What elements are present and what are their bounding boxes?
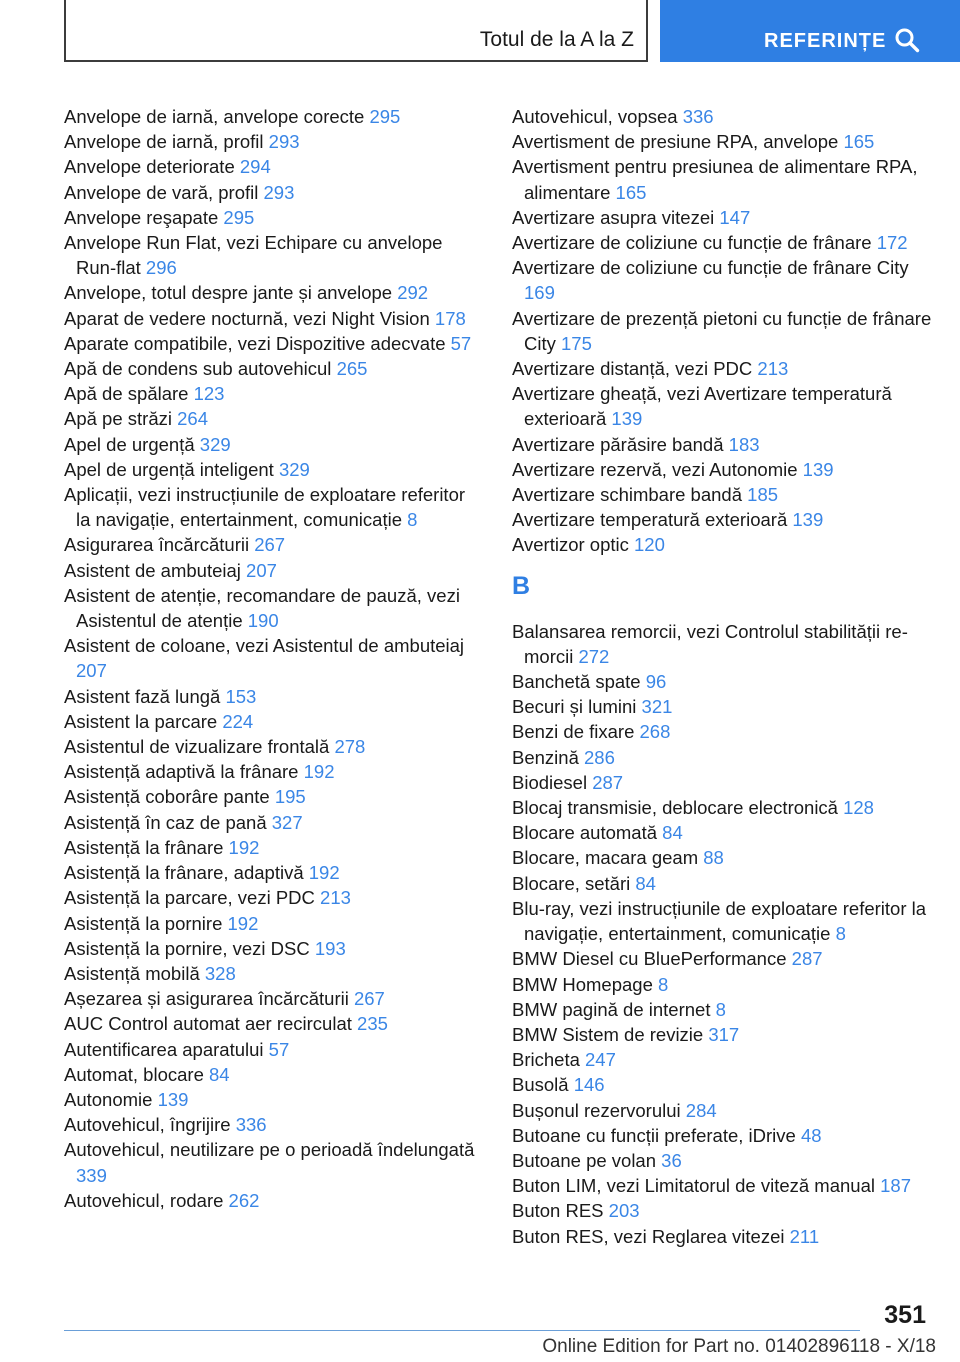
- page-link[interactable]: 8: [658, 973, 669, 995]
- page-link[interactable]: 165: [843, 131, 875, 153]
- index-entry: [512, 1098, 932, 1123]
- index-entry-text: Autovehicul, îngrijire: [64, 1114, 231, 1136]
- index-entry: [512, 1047, 932, 1072]
- index-entry: [512, 694, 932, 719]
- index-entry-text: Asistent de coloane, vezi Asistentul de ambuteiaj: [64, 635, 465, 657]
- page-link[interactable]: 192: [308, 862, 340, 884]
- index-entry: [64, 1137, 482, 1187]
- index-entry-text: Buton RES, vezi Reglarea vitezei: [512, 1225, 785, 1247]
- page-link[interactable]: 84: [209, 1063, 230, 1085]
- index-entry: [512, 997, 932, 1022]
- index-entry: [512, 1148, 932, 1173]
- page-link[interactable]: 339: [76, 1164, 107, 1186]
- index-entry: [512, 205, 932, 230]
- page-link[interactable]: 213: [320, 887, 351, 909]
- page-link[interactable]: 139: [157, 1088, 189, 1110]
- index-entry: [64, 230, 482, 280]
- index-entry-text: Autentificarea aparatului: [64, 1038, 264, 1060]
- index-entry: [512, 845, 932, 870]
- index-entry-text: Avertizare părăsire bandă: [512, 433, 724, 455]
- page-link[interactable]: 267: [254, 534, 286, 556]
- index-entry-text: Asistență la frânare, adaptivă: [64, 862, 304, 884]
- index-entry: [64, 1112, 482, 1137]
- index-entry: [64, 1087, 482, 1112]
- index-entry: [64, 356, 482, 381]
- index-entry: [64, 154, 482, 179]
- index-entry: [512, 306, 932, 356]
- index-entry: [64, 104, 482, 129]
- index-entry-text: Avertizare gheață, vezi Avertizare temperatură exterioară: [512, 383, 892, 430]
- index-entry-text: Bușonul rezervorului: [512, 1099, 681, 1121]
- index-entry: [512, 230, 932, 255]
- page-number: 351: [884, 1301, 926, 1329]
- index-entry: [64, 457, 482, 482]
- index-entry: [64, 1188, 482, 1213]
- page-link[interactable]: 207: [76, 660, 107, 682]
- page-link[interactable]: 247: [585, 1049, 616, 1071]
- index-entry-text: Autovehicul, neutilizare pe o perioadă îndelungată: [64, 1139, 475, 1161]
- index-entry: [64, 961, 482, 986]
- index-entry-text: Buton LIM, vezi Limitatorul de viteză manual: [512, 1175, 875, 1197]
- index-entry: [64, 129, 482, 154]
- page-link[interactable]: 272: [578, 645, 610, 667]
- page-link[interactable]: 235: [357, 1013, 388, 1035]
- index-entry: [64, 986, 482, 1011]
- index-entry: [512, 745, 932, 770]
- index-entry-text: Avertizare de coliziune cu funcție de frânare City: [512, 257, 909, 279]
- index-entry: [64, 406, 482, 431]
- index-entry-text: Avertizor optic: [512, 534, 629, 556]
- page-link[interactable]: 84: [662, 822, 683, 844]
- footer-divider: [64, 1330, 860, 1331]
- index-entry-text: Avertizare distanță, vezi PDC: [512, 358, 753, 380]
- index-group-a: [512, 104, 932, 558]
- page-link[interactable]: 287: [592, 771, 624, 793]
- index-entry: [64, 583, 482, 633]
- index-entry-text: Butoane cu funcții preferate, iDrive: [512, 1124, 796, 1146]
- index-entry-text: Anvelope, totul despre jante și anvelope: [64, 282, 393, 304]
- page-link[interactable]: 139: [611, 408, 643, 430]
- page-link[interactable]: 84: [635, 872, 656, 894]
- index-entry: [512, 104, 932, 129]
- index-entry: [64, 532, 482, 557]
- index-entry: [512, 820, 932, 845]
- index-entry-text: Aplicații, vezi instrucțiunile de exploatare referitor la navigație, entertainment, comunicație: [64, 484, 466, 531]
- references-tab-label: REFERINȚE: [764, 30, 887, 52]
- index-entry: [64, 280, 482, 305]
- page-link[interactable]: 328: [204, 962, 236, 984]
- page-link[interactable]: 268: [639, 721, 671, 743]
- page-link[interactable]: 296: [145, 257, 177, 279]
- index-entry: [512, 946, 932, 971]
- page-link[interactable]: 264: [177, 408, 208, 430]
- page-link[interactable]: 8: [407, 509, 418, 531]
- index-entry: [512, 1224, 932, 1249]
- index-entry: [64, 734, 482, 759]
- index-entry-text: BMW Sistem de revizie: [512, 1023, 704, 1045]
- index-entry-text: Asistență la parcare, vezi PDC: [64, 887, 315, 909]
- index-entry-text: Așezarea și asigurarea încărcăturii: [64, 988, 349, 1010]
- index-entry-text: Anvelope de iarnă, profil: [64, 131, 264, 153]
- index-entry: [512, 381, 932, 431]
- page-link[interactable]: 120: [634, 534, 665, 556]
- index-entry-text: Bricheta: [512, 1049, 580, 1071]
- page-link[interactable]: 336: [235, 1114, 267, 1136]
- page-link[interactable]: 329: [278, 458, 310, 480]
- index-entry-text: Autonomie: [64, 1088, 153, 1110]
- index-entry-text: Apă pe străzi: [64, 408, 172, 430]
- page-link[interactable]: 295: [369, 106, 401, 127]
- index-entry-text: BMW pagină de internet: [512, 998, 711, 1020]
- page-link[interactable]: 123: [193, 383, 225, 405]
- index-entry-text: Asistentul de vizualizare frontală: [64, 736, 330, 758]
- index-entry: [512, 669, 932, 694]
- index-entry-text: BMW Homepage: [512, 973, 653, 995]
- index-entry: [512, 871, 932, 896]
- index-entry: [64, 936, 482, 961]
- page-link[interactable]: 278: [334, 736, 366, 758]
- index-entry-text: Asistență în caz de pană: [64, 811, 267, 833]
- index-entry: [512, 719, 932, 744]
- index-entry-text: Avertizare temperatură exterioară: [512, 509, 788, 531]
- section-letter: B: [512, 571, 531, 600]
- index-group-b: [512, 619, 932, 1249]
- page-link[interactable]: 294: [239, 156, 271, 178]
- index-entry: [512, 1198, 932, 1223]
- index-entry-text: BMW Diesel cu BluePerformance: [512, 948, 787, 970]
- page-link[interactable]: 293: [268, 131, 300, 153]
- index-entry-text: Asistență la pornire: [64, 912, 223, 934]
- page-link[interactable]: 286: [584, 746, 615, 768]
- page-link[interactable]: 185: [747, 484, 779, 506]
- page-link[interactable]: 284: [685, 1099, 717, 1121]
- footer-edition: Online Edition for Part no. 01402896118 - X/18: [542, 1336, 936, 1357]
- index-entry-text: Asistent fază lungă: [64, 685, 221, 707]
- index-entry-text: Apă de condens sub autovehicul: [64, 358, 332, 380]
- references-tab[interactable]: [660, 0, 960, 62]
- page-link[interactable]: 139: [792, 509, 824, 531]
- index-entry-text: Benzină: [512, 746, 579, 768]
- page-link[interactable]: 153: [225, 685, 257, 707]
- page-link[interactable]: 169: [524, 282, 555, 304]
- index-entry-text: Busolă: [512, 1074, 569, 1096]
- index-entry-text: Asistent de ambuteiaj: [64, 559, 241, 581]
- page-link[interactable]: 8: [715, 998, 726, 1020]
- index-entry: [512, 1072, 932, 1097]
- index-entry: [512, 129, 932, 154]
- page-link[interactable]: 57: [268, 1038, 290, 1060]
- index-entry-text: Asistență la frânare: [64, 836, 224, 858]
- index-entry-text: Buton RES: [512, 1200, 604, 1222]
- page-link[interactable]: 295: [223, 206, 255, 228]
- index-entry-text: Butoane pe volan: [512, 1149, 657, 1171]
- page-link[interactable]: 267: [353, 988, 385, 1010]
- index-entry-text: Benzi de fixare: [512, 721, 635, 743]
- index-entry-text: Blocare automată: [512, 822, 658, 844]
- index-entry: [64, 885, 482, 910]
- page-link[interactable]: 187: [880, 1175, 911, 1197]
- page-link[interactable]: 262: [228, 1189, 260, 1211]
- index-entry: [64, 306, 482, 331]
- index-entry: [512, 1022, 932, 1047]
- index-entry: [64, 381, 482, 406]
- page-link[interactable]: 175: [561, 332, 592, 354]
- page-link[interactable]: 192: [227, 912, 259, 934]
- index-entry: [64, 860, 482, 885]
- index-entry-text: Anvelope deteriorate: [64, 156, 235, 178]
- index-entry: [64, 1037, 482, 1062]
- index-entry-text: Asistență mobilă: [64, 962, 200, 984]
- index-entry-text: Asistență la pornire, vezi DSC: [64, 937, 310, 959]
- page-link[interactable]: 211: [789, 1225, 820, 1247]
- page-link[interactable]: 292: [397, 282, 429, 304]
- index-entry: [64, 205, 482, 230]
- page-link[interactable]: 36: [661, 1149, 682, 1171]
- index-entry: [512, 532, 932, 557]
- index-entry: [512, 896, 932, 946]
- page-link[interactable]: 183: [728, 433, 760, 455]
- page-link[interactable]: 193: [314, 937, 346, 959]
- index-entry-text: Blocaj transmisie, deblocare electronică: [512, 797, 838, 819]
- index-entry-text: Automat, blocare: [64, 1063, 204, 1085]
- page-link[interactable]: 192: [303, 761, 335, 783]
- page-link[interactable]: 192: [228, 836, 260, 858]
- index-entry-text: Avertizare de prezență pietoni cu funcție de frânare City: [512, 307, 932, 354]
- page-link[interactable]: 293: [263, 181, 295, 203]
- index-entry-text: Asigurarea încărcăturii: [64, 534, 250, 556]
- index-entry-text: Aparat de vedere nocturnă, vezi Night Vision: [64, 307, 430, 329]
- index-entry-text: Asistent de atenție, recomandare de pauză, vezi Asistentul de atenție: [64, 584, 460, 632]
- page-link[interactable]: 327: [271, 811, 303, 833]
- page-link[interactable]: 165: [615, 181, 647, 203]
- page-link[interactable]: 287: [791, 948, 823, 970]
- page-link[interactable]: 329: [199, 433, 231, 455]
- page-link[interactable]: 321: [641, 696, 673, 718]
- index-entry-text: Anvelope reşapate: [64, 206, 219, 228]
- page-link[interactable]: 190: [247, 610, 279, 632]
- index-column-right: [512, 104, 932, 1249]
- index-entry: [512, 795, 932, 820]
- page-link[interactable]: 48: [800, 1124, 822, 1146]
- index-entry-text: Biodiesel: [512, 771, 588, 793]
- page-link[interactable]: 57: [450, 332, 472, 354]
- index-entry-text: AUC Control automat aer recirculat: [64, 1013, 352, 1035]
- index-entry: [512, 356, 932, 381]
- index-entry: [64, 633, 482, 683]
- page-link[interactable]: 172: [876, 232, 908, 254]
- index-entry: [512, 619, 932, 669]
- page-link[interactable]: 265: [336, 358, 368, 380]
- index-entry: [64, 684, 482, 709]
- index-entry-text: Avertizare schimbare bandă: [512, 484, 743, 506]
- section-title: Totul de la A la Z: [479, 28, 634, 51]
- page-link[interactable]: 128: [843, 797, 874, 819]
- index-entry: [64, 1011, 482, 1036]
- index-entry-text: Aparate compatibile, vezi Dispozitive adecvate: [64, 332, 446, 354]
- page-link[interactable]: 336: [682, 106, 714, 127]
- index-entry: [512, 507, 932, 532]
- index-entry-text: Becuri și lumini: [512, 696, 637, 718]
- page-link[interactable]: 139: [802, 458, 834, 480]
- index-entry-text: Apel de urgență inteligent: [64, 458, 274, 480]
- search-icon[interactable]: [894, 27, 920, 53]
- index-entry-text: Autovehicul, rodare: [64, 1189, 224, 1211]
- index-entry-text: Anvelope de vară, profil: [64, 181, 259, 203]
- index-entry-text: Asistență coborâre pante: [64, 786, 270, 808]
- index-entry: [512, 1173, 932, 1198]
- index-entry-text: Avertizare rezervă, vezi Autonomie: [512, 458, 798, 480]
- page-link[interactable]: 147: [719, 206, 751, 228]
- index-entry: [512, 255, 932, 305]
- index-entry: [64, 784, 482, 809]
- index-entry: [64, 709, 482, 734]
- index-entry: [512, 1123, 932, 1148]
- index-entry: [512, 154, 932, 204]
- index-entry: [512, 432, 932, 457]
- index-entry-text: Autovehicul, vopsea: [512, 106, 678, 127]
- index-entry-text: Blu-ray, vezi instrucțiunile de exploatare referitor la navigație, entertainment, comunicație: [512, 897, 927, 945]
- page-link[interactable]: 213: [757, 358, 789, 380]
- index-entry: [64, 482, 482, 532]
- index-entry-text: Avertizare asupra vitezei: [512, 206, 715, 228]
- page-link[interactable]: 317: [708, 1023, 740, 1045]
- index-entry-text: Anvelope Run Flat, vezi Echipare cu anvelope Run-flat: [64, 232, 443, 279]
- index-entry-text: Apel de urgență: [64, 433, 195, 455]
- index-entry: [512, 972, 932, 997]
- index-entry-text: Blocare, macara geam: [512, 847, 699, 869]
- index-entry: [64, 180, 482, 205]
- page-link[interactable]: 96: [645, 671, 667, 693]
- page-link[interactable]: 88: [703, 847, 724, 869]
- index-entry: [64, 835, 482, 860]
- index-entry: [64, 1062, 482, 1087]
- index-entry-text: Asistență adaptivă la frânare: [64, 761, 299, 783]
- index-entry-text: Avertizare de coliziune cu funcție de frânare: [512, 232, 872, 254]
- index-entry: [64, 810, 482, 835]
- index-entry: [64, 911, 482, 936]
- index-entry-text: Avertisment pentru presiunea de alimentare RPA, alimentare: [512, 156, 918, 203]
- page-link[interactable]: 207: [246, 559, 277, 581]
- index-entry-text: Blocare, setări: [512, 872, 631, 894]
- page-link[interactable]: 178: [434, 307, 466, 329]
- index-entry: [512, 770, 932, 795]
- index-entry-text: Avertisment de presiune RPA, anvelope: [512, 131, 839, 153]
- index-entry-text: Apă de spălare: [64, 383, 189, 405]
- index-entry: [64, 558, 482, 583]
- index-entry: [512, 457, 932, 482]
- index-entry-text: Anvelope de iarnă, anvelope corecte: [64, 106, 365, 127]
- index-entry: [512, 482, 932, 507]
- header-section-box: [64, 0, 648, 62]
- page-link[interactable]: 146: [573, 1074, 605, 1096]
- page-link[interactable]: 203: [608, 1200, 640, 1222]
- index-column-left: [64, 104, 482, 1213]
- index-entry: [64, 759, 482, 784]
- index-entry: [64, 432, 482, 457]
- index-entry-text: Balansarea remorcii, vezi Controlul stabilității remorcii: [512, 620, 908, 667]
- page-link[interactable]: 8: [835, 923, 846, 945]
- index-entry-text: Asistent la parcare: [64, 710, 218, 732]
- page-link[interactable]: 195: [274, 786, 306, 808]
- page-link[interactable]: 224: [222, 710, 254, 732]
- index-entry-text: Banchetă spate: [512, 671, 641, 693]
- index-entry: [64, 331, 482, 356]
